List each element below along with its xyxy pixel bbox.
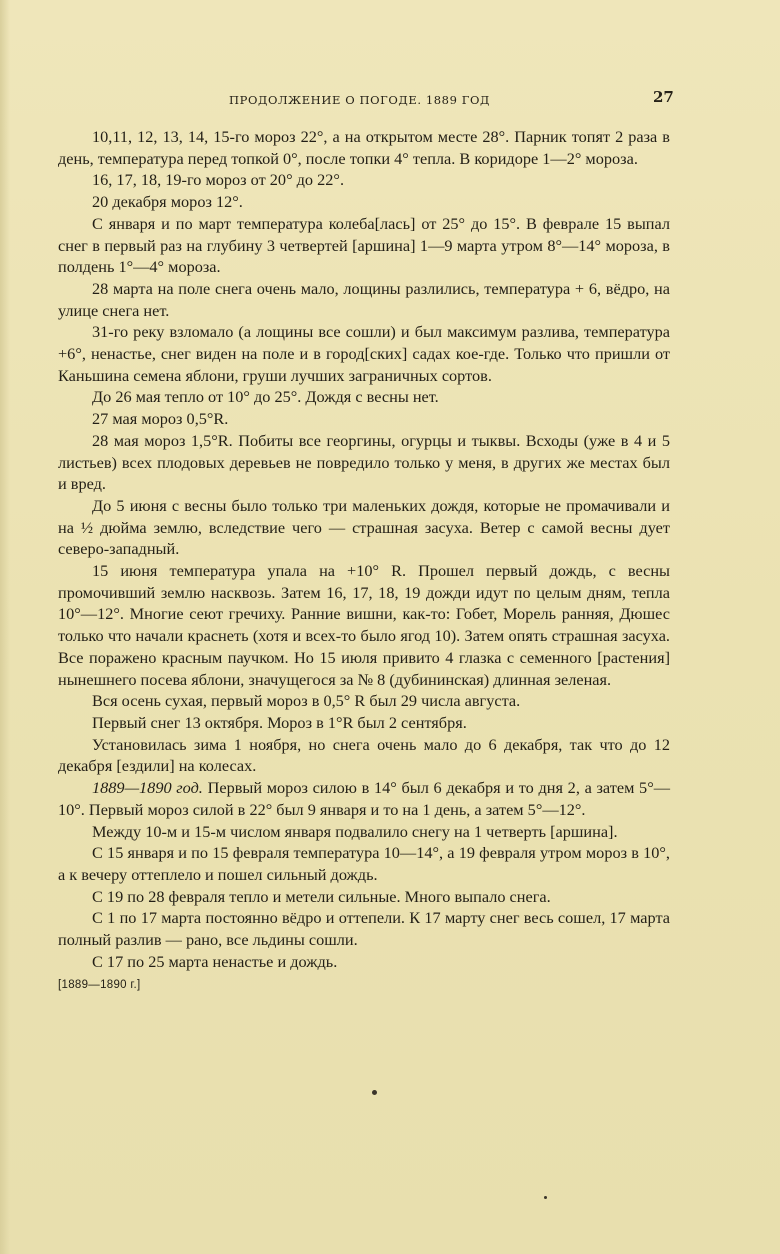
date-note: [1889—1890 г.] xyxy=(58,979,141,992)
paragraph: До 26 мая тепло от 10° до 25°. Дождя с весны нет. xyxy=(92,387,439,407)
paragraph: С 17 по 25 марта ненастье и дождь. xyxy=(92,951,338,971)
paragraph: Первый снег 13 октября. Мороз в 1°R был 2 сентября. xyxy=(92,712,467,732)
paragraph: Между 10-м и 15-м числом января подвалило снегу на 1 четверть [аршина]. xyxy=(92,821,618,841)
paragraph: 15 июня температура упала на +10° R. Прошел первый дождь, с весны промочивший землю насквозь. Затем 16, 17, 18, 19 дожди идут по целым дням, тепла 10°—12°. Многие сеют гречиху. Ранние вишни, как-то: Гобет, Морель ранняя, Дюшес только что начали краснеть (хотя и всех-то было ягод 10). Затем опять страшная засуха. Все поражено красным паучком. Но 15 июля привито 4 глазка с семенного [растения] нынешнего посева яблони, значущегося за № 8 (дубининская) длинная зеленая. xyxy=(58,561,670,689)
paragraph: С 19 по 28 февраля тепло и метели сильные. Много выпало снега. xyxy=(92,886,551,906)
year-entry xyxy=(58,777,670,820)
paragraph: С 15 января и по 15 февраля температура 10—14°, а 19 февраля утром мороз в 10°, а к вечеру оттеплело и пошел сильный дождь. xyxy=(58,843,670,884)
paragraph: 10,11, 12, 13, 14, 15-го мороз 22°, а на открытом месте 28°. Парник топят 2 раза в день, температура перед топкой 0°, после топки 4° тепла. В коридоре 1—2° мороза. xyxy=(58,127,670,168)
paragraph: 20 декабря мороз 12°. xyxy=(92,192,243,212)
paragraph: С января и по март температура колеба[лась] от 25° до 15°. В феврале 15 выпал снег в первый раз на глубину 3 четвертей [аршина] 1—9 марта утром 8°—14° мороза, в полдень 1°—4° мороза. xyxy=(58,213,670,277)
paragraph: 28 марта на поле снега очень мало, лощины разлились, температура + 6, вёдро, на улице снега нет. xyxy=(58,278,670,320)
paragraph: Установилась зима 1 ноября, но снега очень мало до 6 декабря, так что до 12 декабря [ездили] на колесах. xyxy=(58,734,670,776)
year-heading: 1889—1890 год. xyxy=(92,778,203,798)
ink-speck xyxy=(372,1090,377,1095)
page-edge-shadow xyxy=(0,0,10,1254)
paragraph: Вся осень сухая, первый мороз в 0,5° R был 29 числа августа. xyxy=(92,691,521,711)
paragraph: 16, 17, 18, 19-го мороз от 20° до 22°. xyxy=(92,170,345,190)
paragraph: 28 мая мороз 1,5°R. Побиты все георгины, огурцы и тыквы. Всходы (уже в 4 и 5 листьев) всех плодовых деревьев не повредило только у меня, в других же местах был и вред. xyxy=(58,430,670,494)
paragraph: С 1 по 17 марта постоянно вёдро и оттепели. К 17 марту снег весь сошел, 17 марта полный разлив — рано, все льдины сошли. xyxy=(58,908,670,950)
paragraph: 27 мая мороз 0,5°R. xyxy=(92,409,229,429)
year-entry-text: Первый мороз силою в 14° был 6 декабря и то дня 2, а затем 5°—10°. Первый мороз силой в 22° был 9 января и то на 1 день, а затем 5°—12°. xyxy=(58,778,670,819)
ink-speck xyxy=(544,1196,547,1199)
paragraph: 31-го реку взломало (а лощины все сошли) и был максимум разлива, температура +6°, ненастье, снег виден на поле и в город[ских] садах кое-где. Только что пришли от Каньшина семена яблони, груши лучших заграничных сортов. xyxy=(58,322,670,385)
paragraph: До 5 июня с весны было только три маленьких дождя, которые не промачивали и на ½ дюйма землю, вследствие чего — страшная засуха. Ветер с самой весны дует северо-западный. xyxy=(58,495,670,559)
running-title: ПРОДОЛЖЕНИЕ О ПОГОДЕ. 1889 ГОД xyxy=(229,93,490,107)
page-number: 27 xyxy=(653,88,674,106)
body-text xyxy=(58,126,670,997)
